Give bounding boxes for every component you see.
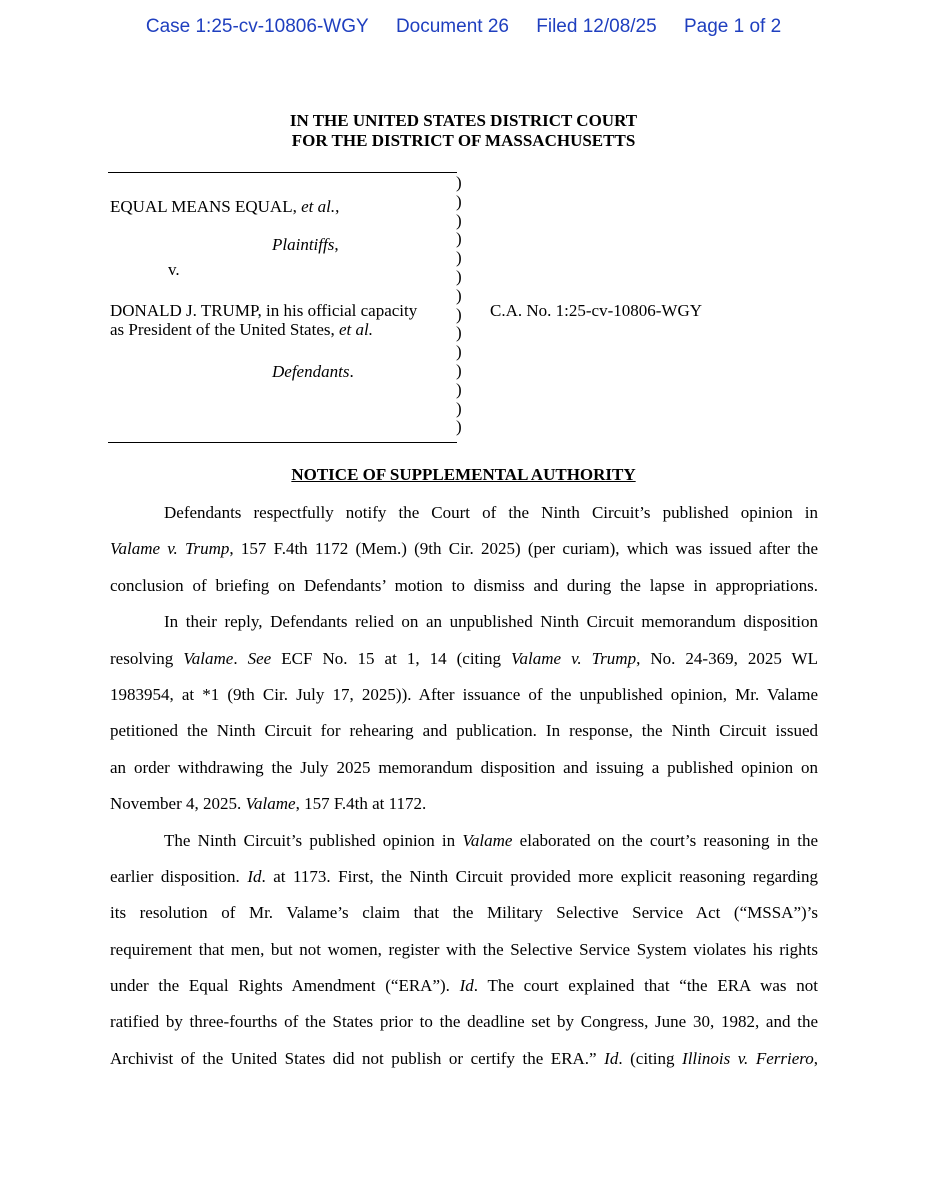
text-line: an order withdrawing the July 2025 memorandum disposition and issuing a published opinion on [110,757,818,777]
text-line: Archivist of the United States did not publish or certify the ERA.” Id. (citing Illinois v. Ferriero, [110,1048,818,1068]
versus-label: v. [168,260,180,279]
defendant-name-line-2: as President of the United States, et al. [110,320,373,339]
caption-paren: ) [456,285,462,305]
caption-paren: ) [456,342,462,362]
text-line: 1983954, at *1 (9th Cir. July 17, 2025)). After issuance of the unpublished opinion, Mr. Valame [110,684,818,704]
caption-paren: ) [456,360,462,380]
caption-top-rule [108,172,457,173]
caption-paren: ) [456,173,462,192]
text-line: petitioned the Ninth Circuit for rehearing and publication. In response, the Ninth Circuit issued [110,721,818,741]
text-line: conclusion of briefing on Defendants’ motion to dismiss and during the lapse in appropriations. [110,575,818,595]
caption-paren-column [456,174,462,437]
text-line: November 4, 2025. Valame, 157 F.4th at 1172. [110,794,427,814]
case-number-stamp: Case 1:25-cv-10806-WGY [145,16,369,37]
caption-paren: ) [456,379,462,399]
caption-paren: ) [456,191,462,211]
plaintiffs-label: Plaintiffs, [272,235,339,254]
caption-paren: ) [456,417,462,437]
ecf-header-stamp [0,16,927,38]
text-line: Valame v. Trump, 157 F.4th 1172 (Mem.) (9th Cir. 2025) (per curiam), which was issued after the [110,539,818,559]
caption-paren: ) [456,304,462,324]
defendant-name-line-1: DONALD J. TRUMP, in his official capacity [110,301,418,320]
caption-paren: ) [456,229,462,249]
caption-paren: ) [456,266,462,286]
paragraph-2 [110,604,818,822]
text-line: requirement that men, but not women, register with the Selective Service System violates his rights [110,939,818,959]
text-line: resolving Valame. See ECF No. 15 at 1, 14 (citing Valame v. Trump, No. 24-369, 2025 WL [110,648,818,668]
document-body [110,495,818,1077]
defendants-label: Defendants. [272,362,354,381]
caption-paren: ) [456,323,462,343]
text-line: earlier disposition. Id. at 1173. First, the Ninth Circuit provided more explicit reasoning regarding [110,866,818,886]
text-line: under the Equal Rights Amendment (“ERA”). Id. The court explained that “the ERA was not [110,976,818,996]
text-line: In their reply, Defendants relied on an unpublished Ninth Circuit memorandum disposition [164,612,818,632]
court-title [0,111,927,151]
paragraph-3 [110,823,818,1078]
text-line: Defendants respectfully notify the Court of the Ninth Circuit’s published opinion in [164,503,818,522]
text-line: The Ninth Circuit’s published opinion in Valame elaborated on the court’s reasoning in the [164,830,818,850]
text-line: its resolution of Mr. Valame’s claim that the Military Selective Service Act (“MSSA”)’s [110,903,818,923]
court-title-line-2: FOR THE DISTRICT OF MASSACHUSETTS [291,131,636,150]
caption-paren: ) [456,248,462,268]
civil-action-number: C.A. No. 1:25-cv-10806-WGY [490,301,702,320]
text-line: ratified by three-fourths of the States prior to the deadline set by Congress, June 30, 1982, and the [110,1012,818,1032]
caption-paren: ) [456,398,462,418]
notice-title: NOTICE OF SUPPLEMENTAL AUTHORITY [291,465,636,484]
plaintiff-name: EQUAL MEANS EQUAL, et al., [110,197,340,216]
caption-paren: ) [456,210,462,230]
paragraph-1 [110,495,818,604]
caption-bottom-rule [108,442,457,443]
document-number-stamp: Document 26 [395,16,509,37]
page-count-stamp: Page 1 of 2 [683,16,782,37]
court-title-line-1: IN THE UNITED STATES DISTRICT COURT [289,111,638,130]
filed-date-stamp: Filed 12/08/25 [536,16,657,37]
